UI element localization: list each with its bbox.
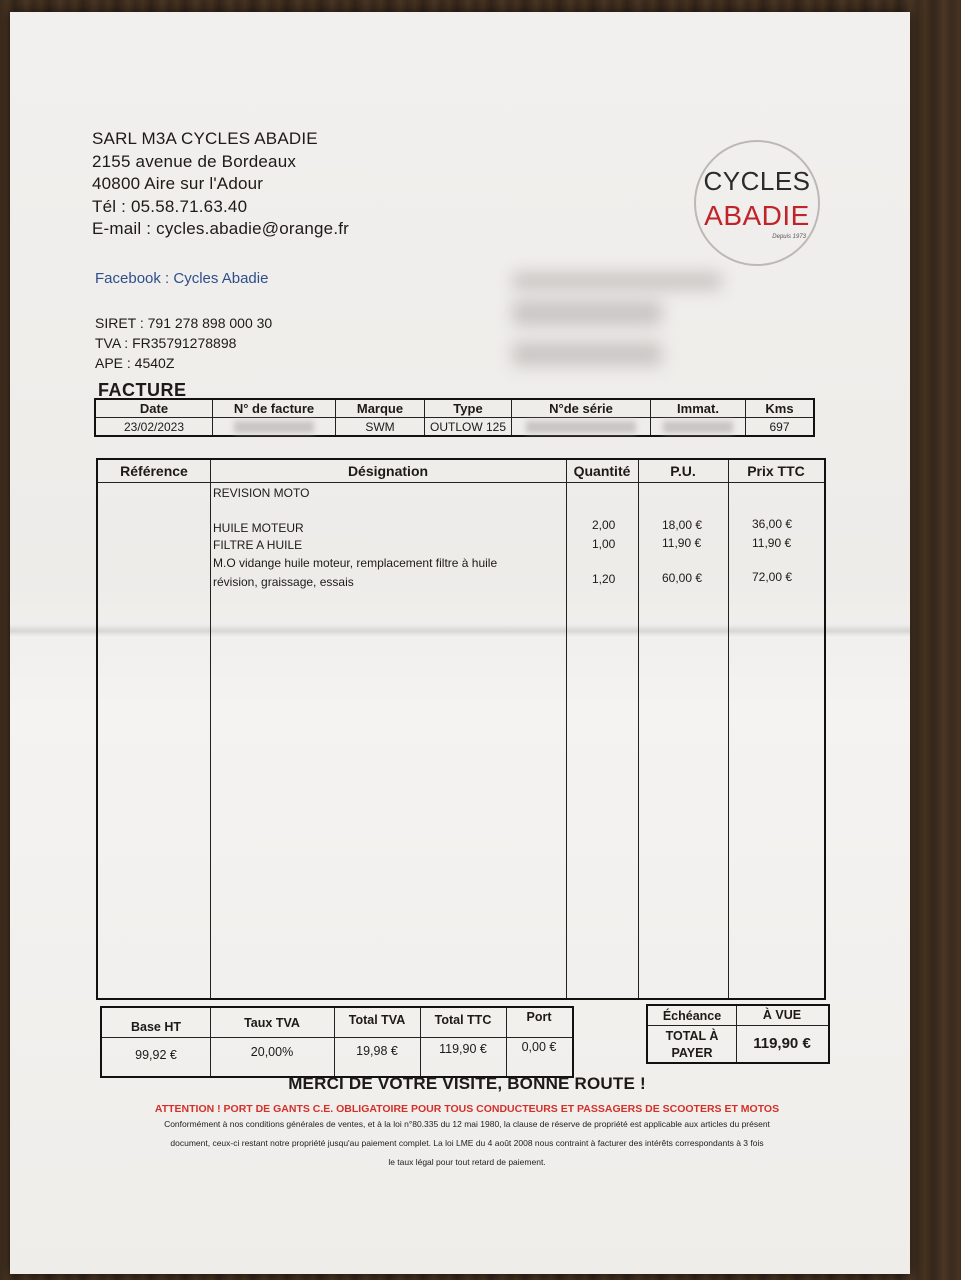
header-serial: N°de série: [512, 399, 651, 418]
value-total-tva: 19,98 €: [356, 1044, 398, 1058]
invoice-info-table: [94, 398, 815, 437]
value-echeance: À VUE: [762, 1008, 802, 1022]
value-port: 0,00 €: [521, 1040, 557, 1054]
item-unit-price: 60,00 €: [662, 571, 703, 585]
legal-notice: [96, 1115, 838, 1172]
header-quantity: Quantité: [573, 463, 631, 479]
redacted-customer-street: [512, 300, 662, 326]
legal-line-3: le taux légal pour tout retard de paiement.: [388, 1157, 546, 1167]
value-total-due: 119,90 €: [753, 1035, 811, 1052]
label-taux-tva: Taux TVA: [244, 1016, 300, 1030]
legal-line-1: Conformément à nos conditions générales de ventes, et à la loi n°80.335 du 12 mai 1980, la clause de réserve de propriété est applicable aux articles du présent: [164, 1119, 770, 1129]
item-unit-price: 18,00 €: [662, 518, 703, 532]
logo-tagline: Depuis 1973: [772, 234, 806, 240]
company-phone: Tél : 05.58.71.63.40: [92, 196, 248, 216]
cycles-abadie-logo: [694, 140, 820, 266]
items-table: [96, 458, 826, 1000]
header-kms: Kms: [746, 399, 815, 418]
tva-number: TVA : FR35791278898: [95, 335, 237, 351]
company-block: [92, 128, 349, 241]
label-total-a: TOTAL À: [665, 1029, 719, 1043]
header-brand: Marque: [336, 399, 425, 418]
logo-line-2: ABADIE: [704, 200, 810, 231]
vehicle-brand: SWM: [336, 418, 425, 437]
col-divider: [638, 460, 639, 998]
header-price-ttc: Prix TTC: [747, 463, 805, 479]
totals-table: [100, 1006, 574, 1078]
header-date: Date: [95, 399, 213, 418]
legal-line-2: document, ceux-ci restant notre propriété jusqu'au paiement complet. La loi LME du 4 août 2008 nous contraint à facturer des intérêts correspondants à 3 fois: [170, 1138, 764, 1148]
redacted-customer-city: [512, 342, 662, 366]
item-designation: M.O vidange huile moteur, remplacement filtre à huile: [213, 556, 498, 570]
company-email: E-mail : cycles.abadie@orange.fr: [92, 219, 350, 238]
col-divider: [728, 460, 729, 998]
header-reference: Référence: [120, 463, 188, 479]
company-street: 2155 avenue de Bordeaux: [92, 151, 297, 171]
invoice-title: FACTURE: [98, 380, 187, 400]
item-designation: FILTRE A HUILE: [213, 538, 303, 552]
item-price-ttc: 36,00 €: [752, 517, 793, 531]
item-quantity: 1,20: [592, 572, 616, 586]
col-divider: [566, 460, 567, 998]
label-port: Port: [526, 1010, 552, 1024]
item-price-ttc: 72,00 €: [752, 570, 793, 584]
item-price-ttc: 11,90 €: [752, 536, 792, 550]
header-unit-price: P.U.: [670, 463, 696, 479]
value-base-ht: 99,92 €: [135, 1048, 177, 1062]
legal-ids: [95, 313, 272, 373]
header-designation: Désignation: [347, 463, 429, 479]
label-payer: PAYER: [671, 1046, 713, 1060]
label-echeance: Échéance: [662, 1009, 722, 1023]
label-base-ht: Base HT: [130, 1020, 182, 1034]
header-invoice-number: N° de facture: [213, 399, 336, 418]
item-unit-price: 11,90 €: [662, 536, 702, 550]
value-total-ttc: 119,90 €: [439, 1042, 487, 1056]
item-designation: REVISION MOTO: [213, 486, 310, 500]
col-divider: [210, 460, 211, 998]
amount-due-box: [646, 1004, 830, 1064]
invoice-number-redacted: [213, 418, 336, 437]
siret: SIRET : 791 278 898 000 30: [95, 315, 273, 331]
serial-redacted: [512, 418, 651, 437]
ape-code: APE : 4540Z: [95, 355, 175, 371]
invoice-date: 23/02/2023: [95, 418, 213, 437]
facebook-link: Facebook : Cycles Abadie: [95, 270, 269, 287]
header-type: Type: [425, 399, 512, 418]
item-quantity: 2,00: [592, 518, 616, 532]
item-designation: révision, graissage, essais: [213, 575, 354, 589]
company-city: 40800 Aire sur l'Adour: [92, 174, 264, 193]
company-name: SARL M3A CYCLES ABADIE: [92, 129, 318, 148]
vehicle-type: OUTLOW 125: [425, 418, 512, 437]
plate-redacted: [651, 418, 746, 437]
gloves-warning: ATTENTION ! PORT DE GANTS C.E. OBLIGATOIRE POUR TOUS CONDUCTEURS ET PASSAGERS DE SCOOTERS ET MOTOS: [154, 1103, 780, 1115]
thank-you-message: MERCI DE VOTRE VISITE, BONNE ROUTE !: [288, 1074, 646, 1093]
logo-line-1: CYCLES: [703, 166, 811, 196]
label-total-ttc: Total TTC: [434, 1013, 492, 1027]
value-taux-tva: 20,00%: [250, 1045, 294, 1059]
item-quantity: 1,00: [592, 537, 616, 551]
label-total-tva: Total TVA: [348, 1013, 406, 1027]
item-designation: HUILE MOTEUR: [213, 521, 304, 535]
redacted-customer-name: [512, 272, 722, 290]
vehicle-kms: 697: [746, 418, 815, 437]
header-plate: Immat.: [651, 399, 746, 418]
